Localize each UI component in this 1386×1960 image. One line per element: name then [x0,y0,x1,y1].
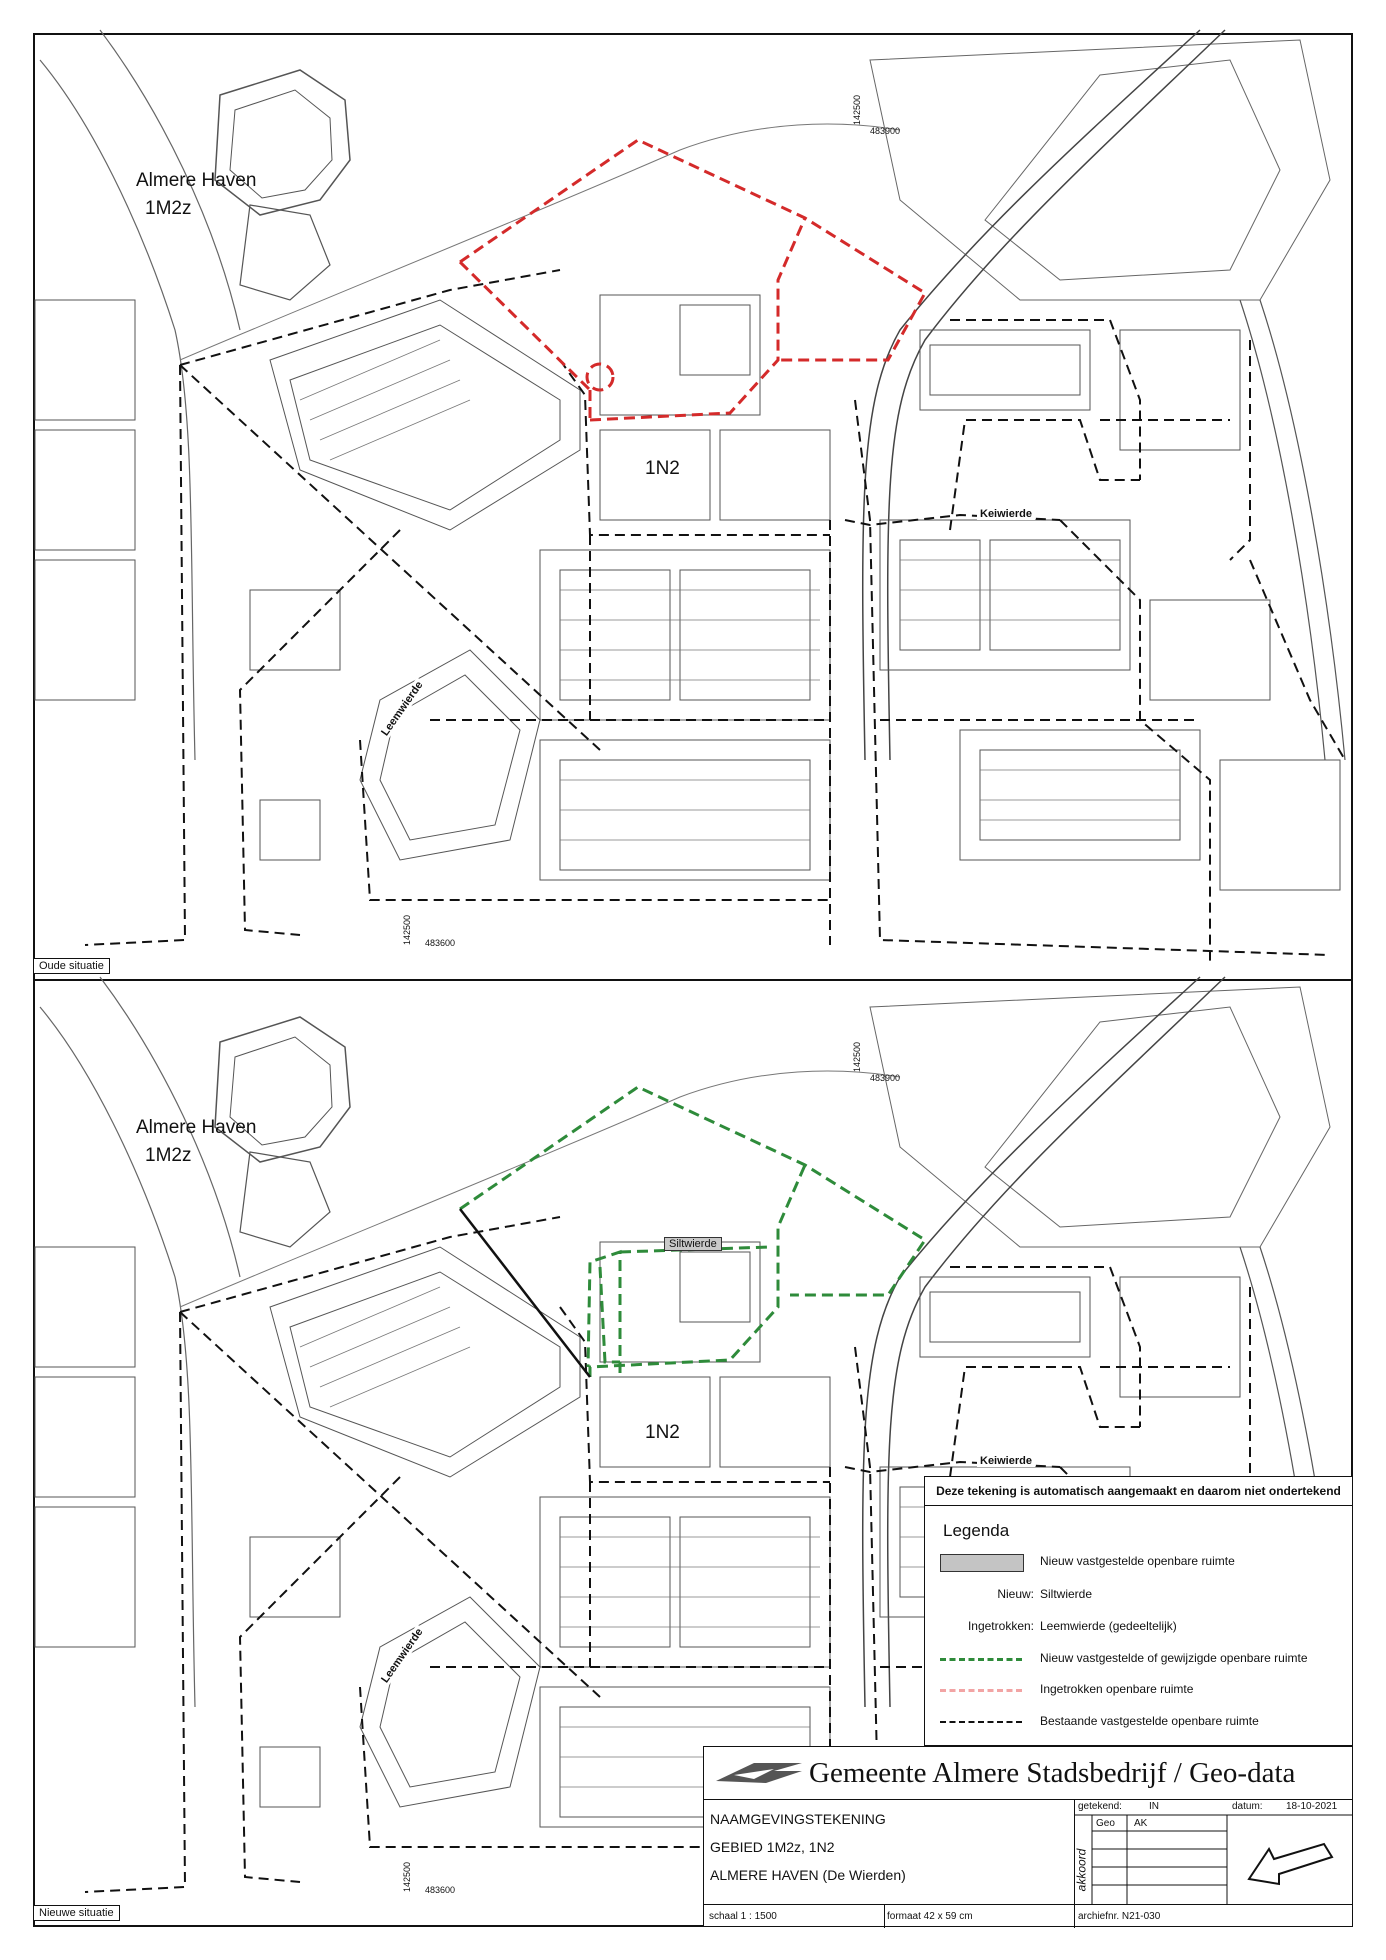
title-block-meta [1074,1799,1352,1904]
organization-name: Gemeente Almere Stadsbedrijf / Geo-data [809,1757,1296,1789]
legend-label-fill: Nieuw vastgestelde openbare ruimte [1040,1554,1235,1568]
datum-value: 18-10-2021 [1286,1801,1338,1812]
title-block-footer [704,1904,1352,1929]
legend-row-pink [925,1682,1352,1702]
title-block-description [704,1799,1075,1904]
panel-label-new: Nieuwe situatie [33,1905,120,1921]
coord-x-top: 142500 [852,94,862,125]
footer-divider-2 [1074,1904,1075,1928]
drawing-type: NAAMGEVINGSTEKENING [710,1811,886,1827]
legend-value-new: Siltwierde [1040,1587,1093,1601]
area-code-label-new: 1M2z [145,1145,192,1166]
legend-panel [924,1476,1353,1746]
legend-row-new [925,1587,1352,1607]
legend-swatch-black [940,1721,1022,1723]
street-label-keiwierde: Keiwierde [977,508,1035,520]
title-block-header [704,1747,1352,1800]
almere-logo-icon [714,1759,804,1787]
coord-y-top: 483900 [870,126,901,136]
datum-label: datum: [1232,1801,1263,1812]
sub-area-label: 1N2 [645,458,680,479]
getekend-value: IN [1149,1801,1159,1812]
coord-x-mid: 142500 [402,914,412,945]
geo-value: AK [1134,1818,1148,1829]
street-label-siltwierde: Siltwierde [664,1237,722,1251]
legend-key-new: Nieuw: [997,1587,1034,1601]
coord-x-top-new: 142500 [852,1041,862,1072]
area-code-label: 1M2z [145,198,192,219]
scale-info: schaal 1 : 1500 [709,1911,777,1922]
legend-title: Legenda [943,1521,1010,1540]
title-block-grid [1074,1799,1352,1904]
area-name-label-new: Almere Haven [136,1117,257,1138]
legend-note: Deze tekening is automatisch aangemaakt en daarom niet ondertekend [925,1477,1352,1506]
street-label-leemwierde-new: Leemwierde [379,1626,426,1686]
geo-label: Geo [1096,1818,1115,1829]
sub-area-label-new: 1N2 [645,1422,680,1443]
panel-label-old: Oude situatie [33,958,110,974]
coord-x-bottom-new: 142500 [402,1861,412,1892]
street-label-leemwierde: Leemwierde [379,679,426,739]
getekend-label: getekend: [1078,1801,1122,1812]
coord-y-top-new: 483900 [870,1073,901,1083]
legend-swatch-pink [940,1689,1022,1692]
legend-value-withdrawn: Leemwierde (gedeeltelijk) [1040,1619,1177,1633]
area-name-label: Almere Haven [136,170,257,191]
legend-label-pink: Ingetrokken openbare ruimte [1040,1682,1194,1696]
coord-y-bottom-new: 483600 [425,1885,456,1895]
coord-y-mid: 483600 [425,938,456,948]
format-info: formaat 42 x 59 cm [887,1911,973,1922]
street-label-keiwierde-new: Keiwierde [977,1455,1035,1467]
title-block [703,1746,1353,1927]
legend-swatch-green [940,1658,1022,1661]
drawing-area: GEBIED 1M2z, 1N2 [710,1839,835,1855]
legend-row-green [925,1651,1352,1671]
legend-swatch-fill [940,1554,1024,1572]
legend-row-fill [925,1554,1352,1574]
legend-label-black: Bestaande vastgestelde openbare ruimte [1040,1714,1259,1728]
akkoord-label: akkoord [1074,1848,1089,1892]
legend-label-green: Nieuw vastgestelde of gewijzigde openbare ruimte [1040,1651,1308,1665]
footer-divider-1 [884,1904,885,1928]
drawing-location: ALMERE HAVEN (De Wierden) [710,1867,906,1883]
legend-row-withdrawn [925,1619,1352,1639]
archive-number: archiefnr. N21-030 [1078,1911,1161,1922]
north-arrow-icon [1249,1844,1332,1884]
legend-row-black [925,1714,1352,1734]
legend-key-withdrawn: Ingetrokken: [967,1619,1034,1633]
